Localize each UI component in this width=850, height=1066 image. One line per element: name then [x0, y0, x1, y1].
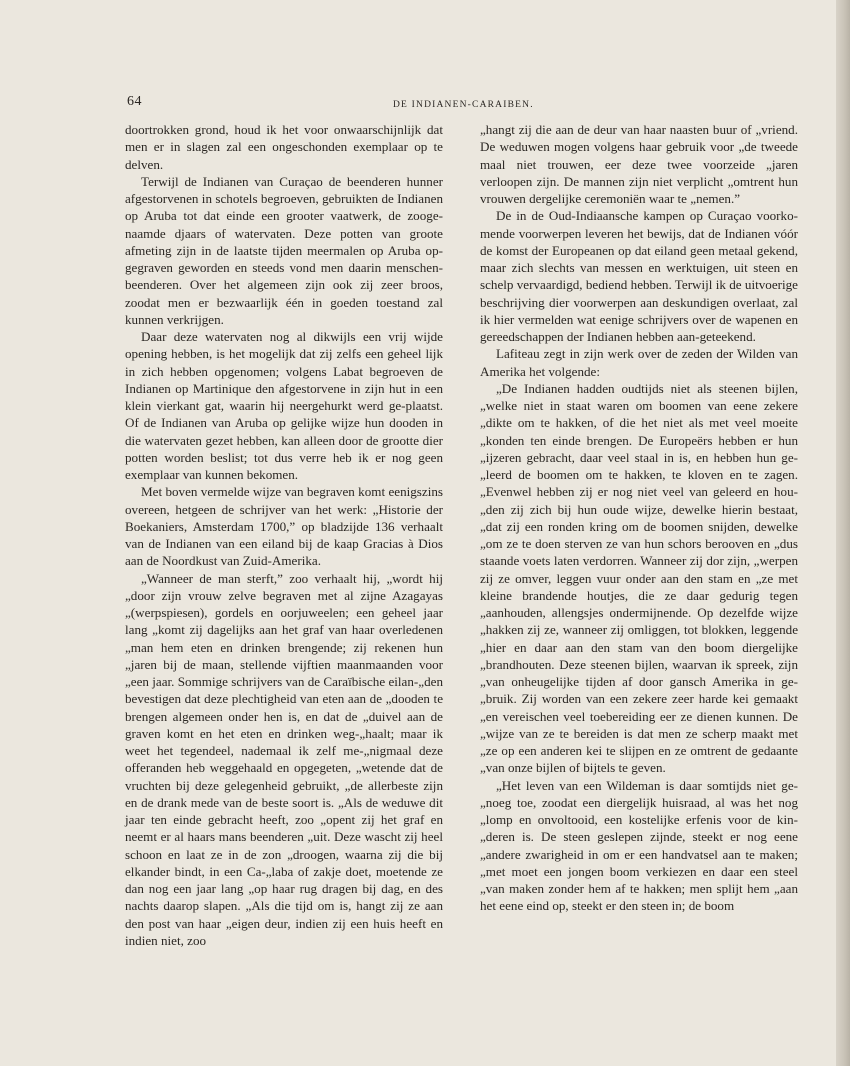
- quoted-paragraph: „Het leven van een Wildeman is daar somtijds niet ge-„noeg toe, zoodat een diergelijk huisraad, al was het nog „lomp en onvoltooid, een kostelijke erfenis voor de kin-„deren is. De steen geslepen zijnde, steekt er nog eene „andere zwarigheid in om er een handvatsel aan te maken; „met moet een jongen boom verkiezen en daar een steel „van maken zonder hem af te hakken; men splijt hem „aan het eene eind op, steekt er den steen in; de boom: [480, 777, 798, 914]
- paragraph: Lafiteau zegt in zijn werk over de zeden der Wilden van Amerika het volgende:: [480, 346, 798, 379]
- running-title: DE INDIANEN-CARAIBEN.: [393, 100, 534, 110]
- page-number: 64: [127, 94, 142, 109]
- paragraph: Met boven vermelde wijze van begraven komt eenigszins overeen, hetgeen de schrijver van het werk: „Historie der Boekaniers, Amsterdam 1700,” op bladzijde 136 verhaalt van de Indianen van een eiland bij de kaap Gracias à Dios aan de Noordkust van Zuid-Amerika.: [125, 484, 443, 569]
- paragraph: doortrokken grond, houd ik het voor onwaarschijnlijk dat men er in slagen zal een ongeschonden exemplaar op te delven.: [125, 122, 443, 172]
- page-gutter-shadow: [836, 0, 850, 1066]
- paragraph: Terwijl de Indianen van Curaçao de beenderen hunner afgestorvenen in schotels begroeven, gebruikten de Indianen op Aruba tot dat einde een grooter vaatwerk, de zooge-naamde djaars of watervaten. Deze potten van groote afmeting zijn in de laatste tijden meermalen op Aruba op-gegraven geworden en steeds vond men daarin menschen-beenderen. Over het algemeen zijn ook zij zeer broos, zoodat men er bezwaarlijk één in goeden toestand zal kunnen verkrijgen.: [125, 173, 443, 327]
- quoted-paragraph: „Wanneer de man sterft,” zoo verhaalt hij, „wordt hij „door zijn vrouw zelve begraven met al zijne Azagayas „(werpspiesen), gordels en oorjuweelen; een geheel jaar lang „komt zij dagelijks aan het graf van haar overledenen „man hem eten en drinken brengende; zij rekenen hun „jaren bij de maan, stellende vijftien maanmaanden voor „een jaar. Sommige schrijvers van de Caraïbische eilan-„den bevestigen dat deze plechtigheid van eten aan de „dooden te brengen algemeen onder hen is, en dat de „duivel aan de graven komt en het eten en drinken weg-„haalt; maar ik weet het tegendeel, nademaal ik zelf me-„nigmaal deze offeranden heb weggehaald en opgegeten, „wetende dat de vruchten bij deze gelegenheid gebruikt, „de allerbeste zijn en de drank mede van de beste soort is. „Als de weduwe dit jaar ten einde gebracht heeft, zoo „opent zij het graf en neemt er al haars mans beenderen „uit. Deze wascht zij heel schoon en laat ze in de zon „droogen, waarna zij die bij elkander bindt, in een Ca-„laba of zakje doet, moetende ze dan nog een jaar lang „op haar rug dragen bij dag, en des nachts daarop slapen. „Als die tijd om is, hangt zij ze aan den post van haar „eigen deur, indien zij een huis heeft en indien niet, zoo: [125, 570, 443, 948]
- right-text-column: [480, 121, 798, 915]
- left-text-column: [125, 121, 443, 949]
- quoted-paragraph: „hangt zij die aan de deur van haar naasten buur of „vriend. De weduwen mogen volgens haar gebruik voor „de tweede maal niet trouwen, eer deze twee voorzeide „jaren verloopen zijn. De mannen zijn niet verplicht „omtrent hun vrouwen dergelijke ceremoniën waar te „nemen.”: [480, 122, 798, 206]
- quoted-paragraph: „De Indianen hadden oudtijds niet als steenen bijlen, „welke niet in staat waren om boomen van eene zekere „dikte om te hakken, of die het niet als met veel moeite „konden ten einde brengen. De Europeërs hebben er hun „ijzeren gebracht, daar veel staal in is, en hebben hun ge-„leerd de boomen om te hakken, te kloven en te zagen. „Evenwel hebben zij er nog niet veel van geleerd en hou-„den zij zich bij hun oude wijze, dewelke hierin bestaat, „dat zij een ronden kring om de boomen snijden, dewelke „om ze te doen sterven ze van hun schors berooven en „dus staande voets laten verdorren. Wanneer zij dor zijn, „werpen zij ze omver, leggen vuur onder aan den stam en „ze met kleine brandende houtjes, die ze daar gedurig tegen „aanhouden, allengsjes ondermijnende. Op dezelfde wijze „hakken zij ze, wanneer zij omliggen, tot blokken, leggende „hier en daar aan den stam van den boom diergelijke „brandhouten. Deze steenen bijlen, waarvan ik spreek, zijn „van onheugelijke tijden af door gansch Amerika in ge-„bruik. Zij worden van een zekere zeer harde kei gemaakt „en vereischen veel toebereiding eer ze dienen kunnen. De „wijze van ze te bereiden is dat men ze scherp maakt met „ze op een anderen kei te slijpen en ze omtrent de gedaante „van onze bijlen of bijtels te geven.: [480, 380, 798, 776]
- paragraph: Daar deze watervaten nog al dikwijls een vrij wijde opening hebben, is het mogelijk dat zij zelfs een geheel lijk in zich hebben opgenomen; volgens Labat begroeven de Indianen op Martinique den afgestorvene in zijn hut in een klein vierkant gat, waarin hij neergehurkt werd ge-plaatst. Of de Indianen van Aruba op gelijke wijze hun dooden in die watervaten gezet hebben, kan alleen door de grootte dier potten worden beslist; tot dus verre heb ik er nog geen exemplaar van kunnen bekomen.: [125, 329, 443, 482]
- paragraph: De in de Oud-Indiaansche kampen op Curaçao voorko-mende voorwerpen leveren het bewijs, dat de Indianen vóór de komst der Europeanen op dat eiland geen metaal gekend, maar zich slechts van messen en werktuigen, uit steen en schelp vervaardigd, bediend hebben. Terwijl ik de uitvoerige beschrijving dier voorwerpen aan deskundigen overlaat, zal ik hier vermelden wat eenige schrijvers over de wapenen en gereedschappen der Indianen hebben aan-geteekend.: [480, 208, 798, 344]
